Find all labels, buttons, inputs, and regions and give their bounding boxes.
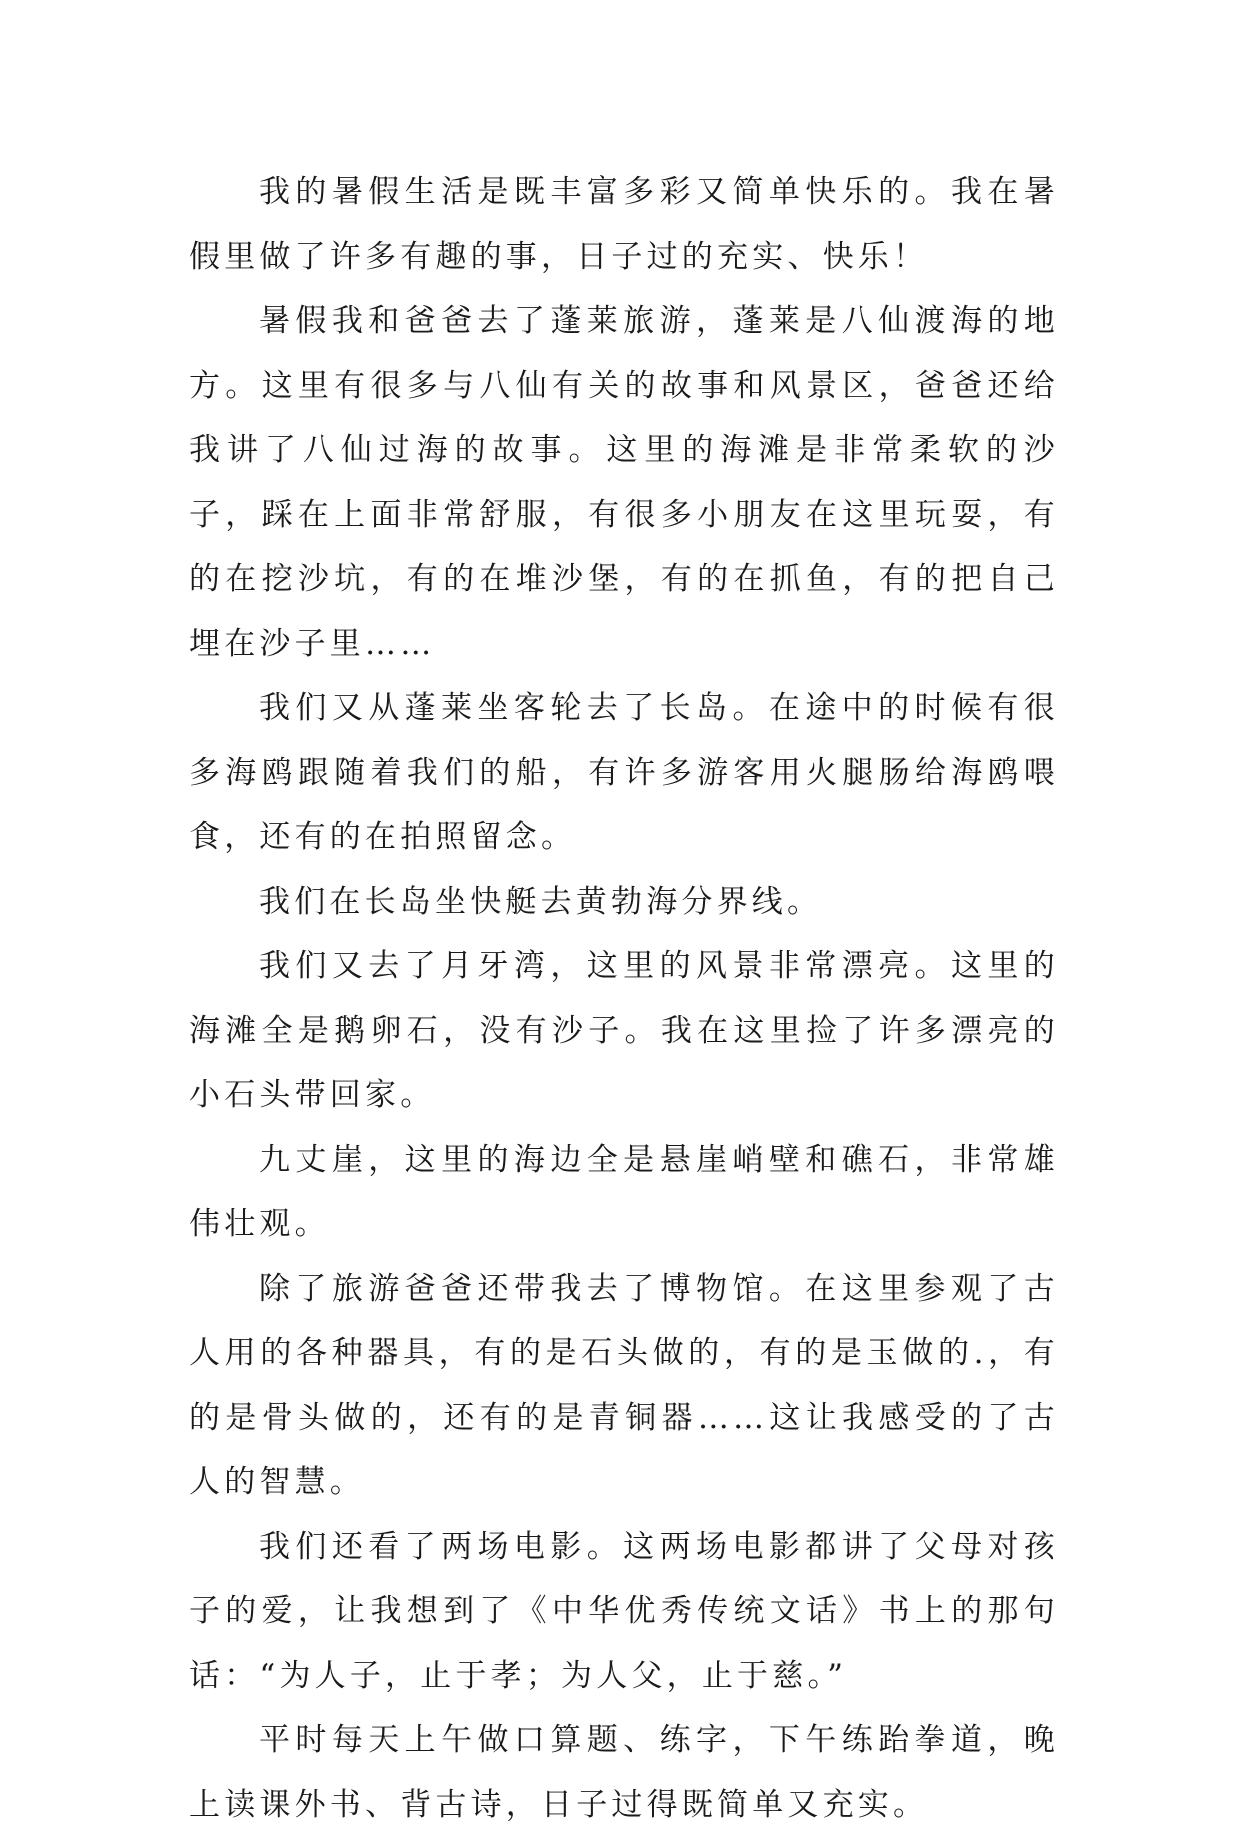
paragraph-7: 除了旅游爸爸还带我去了博物馆。在这里参观了古人用的各种器具，有的是石头做的，有的是玉做的.，有的是骨头做的，还有的是青铜器……这让我感受的了古人的智慧。 (189, 1270, 1059, 1500)
paragraph-1: 我的暑假生活是既丰富多彩又简单快乐的。我在暑假里做了许多有趣的事，日子过的充实、快乐！ (189, 174, 1059, 275)
document-body (189, 160, 1059, 1837)
paragraph-8: 我们还看了两场电影。这两场电影都讲了父母对孩子的爱，让我想到了《中华优秀传统文话》书上的那句话：“为人子，止于孝；为人父，止于慈。” (189, 1528, 1059, 1694)
paragraph-2: 暑假我和爸爸去了蓬莱旅游，蓬莱是八仙渡海的地方。这里有很多与八仙有关的故事和风景区，爸爸还给我讲了八仙过海的故事。这里的海滩是非常柔软的沙子，踩在上面非常舒服，有很多小朋友在这里玩耍，有的在挖沙坑，有的在堆沙堡，有的在抓鱼，有的把自己埋在沙子里…… (189, 303, 1059, 662)
paragraph-5: 我们又去了月牙湾，这里的风景非常漂亮。这里的海滩全是鹅卵石，没有沙子。我在这里捡了许多漂亮的小石头带回家。 (189, 948, 1059, 1113)
paragraph-9: 平时每天上午做口算题、练字，下午练跆拳道，晚上读课外书、背古诗，日子过得既简单又充实。 (189, 1722, 1059, 1823)
paragraph-6: 九丈崖，这里的海边全是悬崖峭壁和礁石，非常雄伟壮观。 (189, 1141, 1059, 1242)
paragraph-4: 我们在长岛坐快艇去黄勃海分界线。 (259, 883, 823, 920)
paragraph-3: 我们又从蓬莱坐客轮去了长岛。在途中的时候有很多海鸥跟随着我们的船，有许多游客用火腿肠给海鸥喂食，还有的在拍照留念。 (189, 690, 1059, 855)
